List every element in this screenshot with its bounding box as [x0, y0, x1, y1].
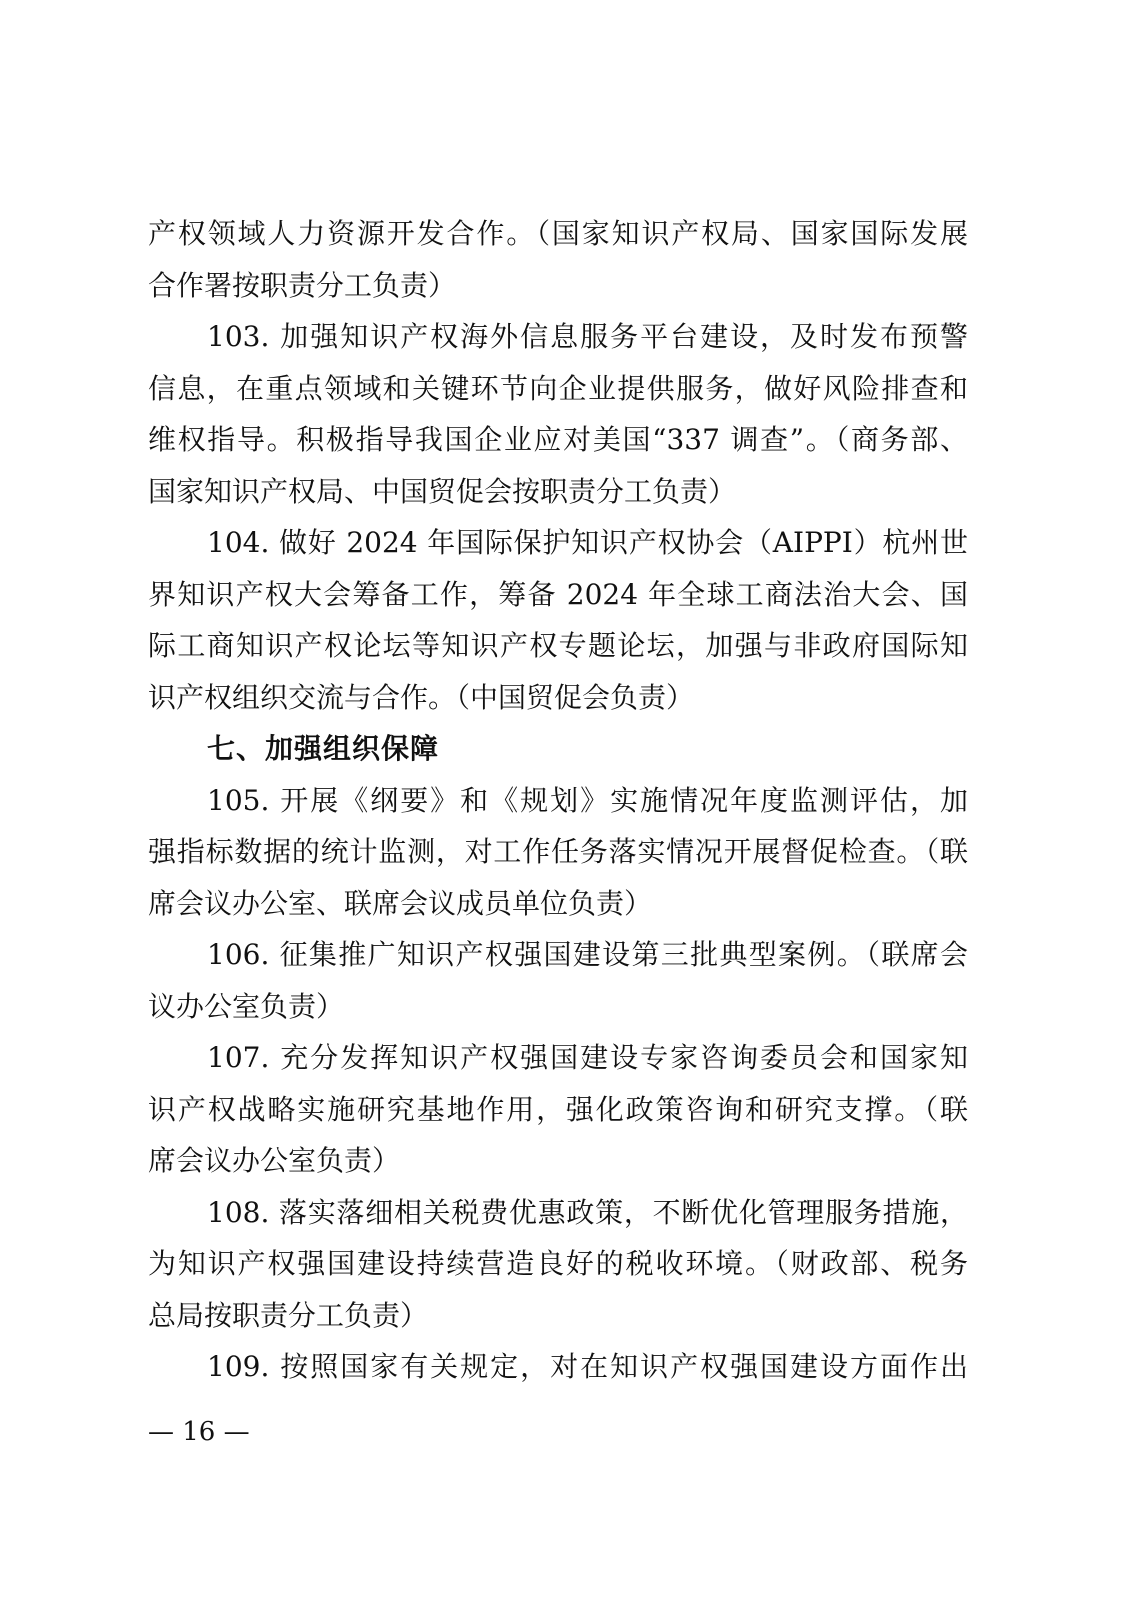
page-number: — 16 — [148, 1417, 250, 1447]
text-line: 界知识产权大会筹备工作，筹备 2024 年全球工商法治大会、国 [148, 577, 968, 611]
text-line-item-109: 109. 按照国家有关规定，对在知识产权强国建设方面作出 [207, 1350, 968, 1383]
text-line: 总局按职责分工负责） [148, 1298, 429, 1332]
text-line: 识产权组织交流与合作。（中国贸促会负责） [148, 680, 695, 714]
text-line: 产权领域人力资源开发合作。（国家知识产权局、国家国际发展 [148, 217, 968, 250]
text-line-item-108: 108. 落实落细相关税费优惠政策，不断优化管理服务措施， [207, 1195, 968, 1229]
document-body [148, 208, 968, 1393]
text-line: 强指标数据的统计监测，对工作任务落实情况开展督促检查。（联 [148, 835, 968, 868]
text-line-item-104: 104. 做好 2024 年国际保护知识产权协会（AIPPI）杭州世 [207, 526, 968, 559]
text-line: 为知识产权强国建设持续营造良好的税收环境。（财政部、税务 [148, 1247, 968, 1280]
text-line: 议办公室负责） [148, 989, 345, 1023]
text-line: 席会议办公室、联席会议成员单位负责） [148, 886, 653, 920]
text-line-item-105: 105. 开展《纲要》和《规划》实施情况年度监测评估，加 [207, 783, 968, 817]
text-line: 际工商知识产权论坛等知识产权专题论坛，加强与非政府国际知 [148, 629, 968, 662]
text-line: 维权指导。积极指导我国企业应对美国“337 调查”。（商务部、 [148, 423, 968, 456]
text-line: 席会议办公室负责） [148, 1144, 401, 1177]
text-line-item-103: 103. 加强知识产权海外信息服务平台建设，及时发布预警 [207, 320, 968, 353]
text-line: 信息，在重点领域和关键环节向企业提供服务，做好风险排查和 [148, 371, 968, 405]
text-line: 合作署按职责分工负责） [148, 268, 457, 302]
text-line-item-107: 107. 充分发挥知识产权强国建设专家咨询委员会和国家知 [207, 1041, 968, 1074]
text-line-item-106: 106. 征集推广知识产权强国建设第三批典型案例。（联席会 [207, 938, 968, 971]
text-line: 识产权战略实施研究基地作用，强化政策咨询和研究支撑。（联 [148, 1092, 968, 1126]
text-line: 国家知识产权局、中国贸促会按职责分工负责） [148, 474, 737, 508]
section-heading: 七、加强组织保障 [207, 732, 440, 765]
